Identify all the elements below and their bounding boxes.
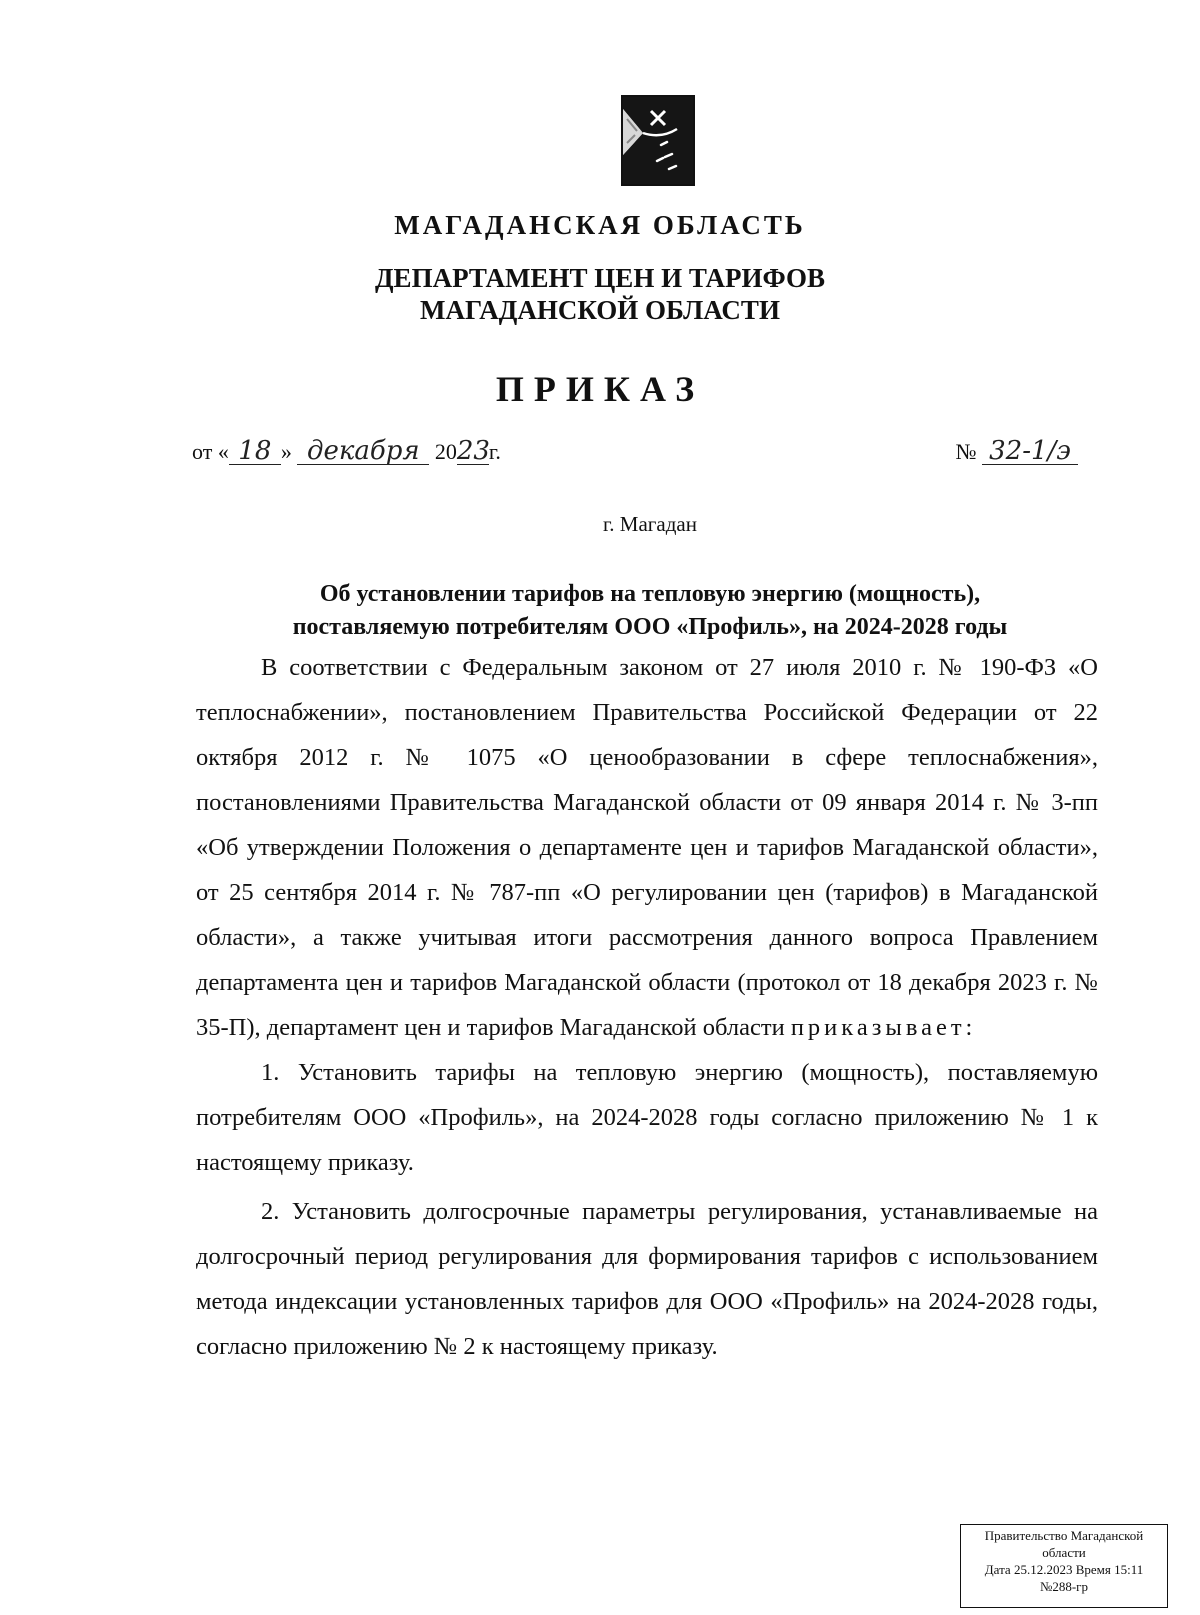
number-value: 32-1/э [982, 438, 1078, 465]
order-number [956, 438, 1079, 465]
number-prefix: № [955, 439, 977, 464]
city: г. Магадан [603, 512, 697, 536]
year-suffix: 23 [456, 436, 490, 466]
department-title [0, 262, 1200, 326]
stamp-line1: Правительство Магаданской [984, 1528, 1144, 1543]
subject-line1: Об установлении тарифов на тепловую энергию (мощность), [319, 581, 981, 607]
year-prefix: 20 [434, 439, 457, 464]
year-end: г. [488, 439, 501, 464]
department-title-line2: МАГАДАНСКОЙ ОБЛАСТИ [420, 295, 780, 325]
date-prefix: от « [192, 439, 229, 464]
stamp-line4: №288-гр [1039, 1579, 1089, 1594]
coat-of-arms-emblem [621, 95, 695, 186]
subject-line2: поставляемую потребителям ООО «Профиль», на 2024-2028 годы [292, 614, 1008, 640]
preamble-verb: приказывает: [790, 1014, 977, 1041]
order-body [196, 645, 1098, 1369]
stamp-line3: Дата 25.12.2023 Время 15:11 [984, 1562, 1144, 1577]
preamble-paragraph [196, 645, 1098, 1050]
order-subject [0, 578, 1200, 644]
region-title: МАГАДАНСКАЯ ОБЛАСТЬ [394, 210, 806, 240]
registration-stamp [960, 1524, 1168, 1608]
stamp-line2: области [1042, 1545, 1086, 1560]
order-title: ПРИКАЗ [495, 369, 705, 409]
item-1: 1. Установить тарифы на тепловую энергию (мощность), поставляемую потребителям ООО «Профиль», на 2024-2028 годы согласно приложению № 1 к настоящему приказу. [196, 1059, 1098, 1176]
date-month: декабря [297, 438, 429, 465]
item-2: 2. Установить долгосрочные параметры регулирования, устанавливаемые на долгосрочный период регулирования для формирования тарифов с использованием метода индексации установленных тарифов для ООО «Профиль» на 2024-2028 годы, согласно приложению № 2 к настоящему приказу. [196, 1198, 1098, 1360]
preamble-text: В соответствии с Федеральным законом от 27 июля 2010 г. № 190-ФЗ «О теплоснабжении», постановлением Правительства Российской Федерации от 22 октября 2012 г. № 1075 «О ценообразовании в сфере теплоснабжения», постановлениями Правительства Магаданской области от 09 января 2014 г. № 3-пп «Об утверждении Положения о департаменте цен и тарифов Магаданской области», от 25 сентября 2014 г. № 787-пп «О регулировании цен (тарифов) в Магаданской области», а также учитывая итоги рассмотрения данного вопроса Правлением департамента цен и тарифов Магаданской области (протокол от 18 декабря 2023 г. № 35-П), департамент цен и тарифов Магаданской области [196, 654, 1098, 1041]
order-date [192, 438, 501, 465]
date-day: 18 [229, 438, 281, 465]
date-mid: » [280, 439, 292, 464]
department-title-line1: ДЕПАРТАМЕНТ ЦЕН И ТАРИФОВ [374, 263, 826, 293]
